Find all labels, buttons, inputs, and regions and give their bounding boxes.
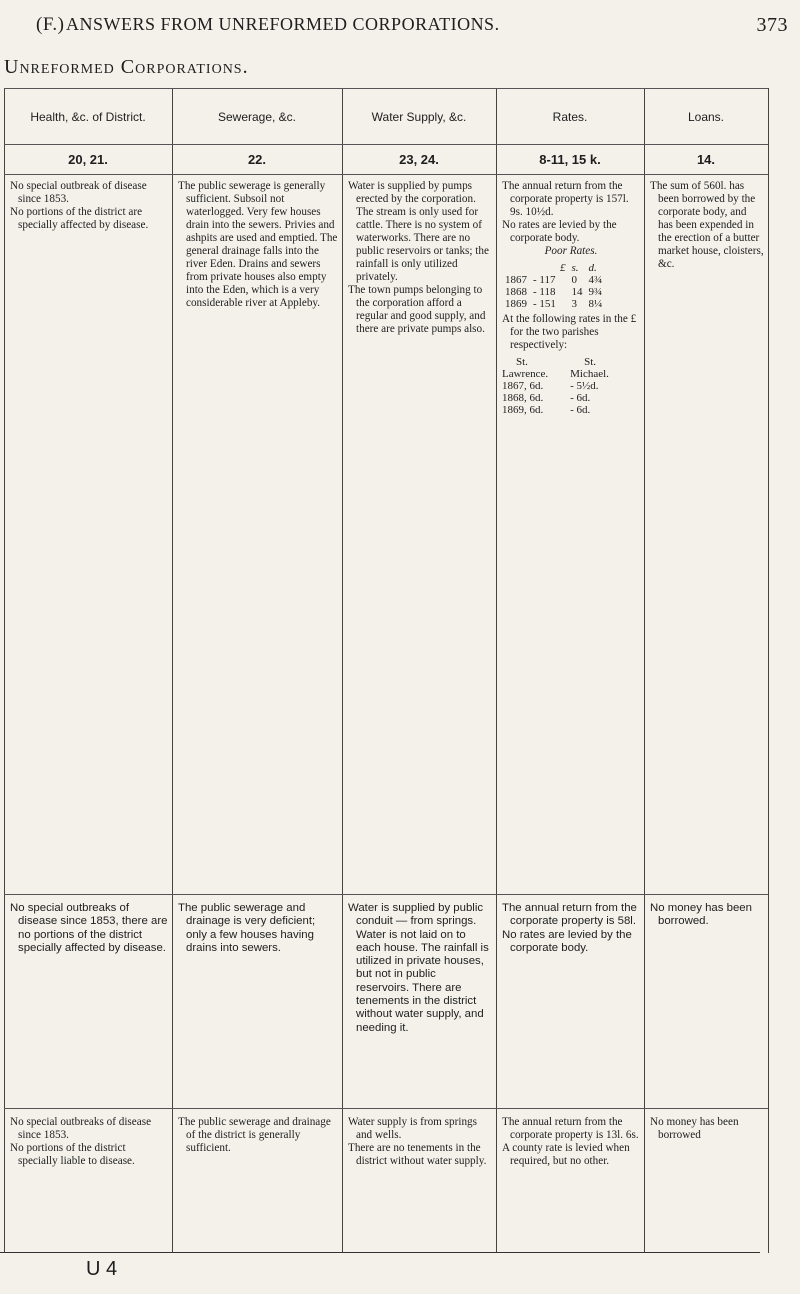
parish-rate: 1868, 6d. <box>502 392 544 404</box>
row2-health-line: No special outbreaks of disease since 1853, there are no portions of the district specially affected by disease. <box>10 902 168 954</box>
parish-rates <box>502 356 640 416</box>
row3-loans <box>650 1116 764 1142</box>
poor-rate-pence: 4¾ <box>588 274 603 286</box>
row3-health-line: No portions of the district specially liable to disease. <box>10 1142 135 1167</box>
row1-sewerage <box>178 180 338 310</box>
parish-head: St. <box>516 356 528 368</box>
row1-rates-no-rates: No rates are levied by the corporate body. <box>502 219 617 244</box>
poor-rate-shillings: 0 <box>571 274 577 286</box>
col-header-health: Health, &c. of District. <box>30 110 146 124</box>
row1-health <box>10 180 168 232</box>
row3-sewerage-text: The public sewerage and drainage of the district is generally sufficient. <box>178 1116 331 1154</box>
col-number-health: 20, 21. <box>68 152 108 167</box>
row1-health-line: No special outbreak of disease since 1853. <box>10 180 147 205</box>
poor-rate-pence: 8¼ <box>588 298 603 310</box>
row1-water-line: Water is supplied by pumps erected by the corporation. The stream is only used for cattle. There is no system of waterworks. There are no public reservoirs or tanks; the rainfall is only utilized privately. <box>348 180 489 283</box>
unit-shillings: s. <box>571 262 579 274</box>
col-header-water: Water Supply, &c. <box>371 110 467 124</box>
parish-head: St. <box>584 356 597 368</box>
row1-rates-intro: The annual return from the corporate property is 157l. 9s. 10½d. <box>502 180 629 218</box>
col-number-water: 23, 24. <box>399 152 439 167</box>
running-head <box>0 14 800 44</box>
poor-rate-pounds: 117 <box>539 274 556 286</box>
row3-health <box>10 1116 168 1168</box>
row1-water <box>348 180 492 336</box>
row2-sewerage <box>178 902 338 955</box>
row1-rates <box>502 180 640 416</box>
row2-water <box>348 902 492 1035</box>
parish-head: Lawrence. <box>502 368 549 380</box>
row2-rates <box>502 902 640 955</box>
col-number-rates: 8-11, 15 k. <box>539 152 601 167</box>
page-number: 373 <box>756 14 788 36</box>
row2-rates-line: No rates are levied by the corporate body. <box>502 928 632 954</box>
parish-rate: - 5½d. <box>570 380 599 392</box>
row3-water <box>348 1116 492 1168</box>
row2-loans-text: No money has been borrowed. <box>650 902 752 928</box>
row1-health-line: No portions of the district are specially affected by disease. <box>10 206 149 231</box>
poor-rate-year: 1869 <box>505 298 527 310</box>
parish-rate: 1869, 6d. <box>502 404 544 416</box>
parish-head: Michael. <box>570 368 609 380</box>
poor-rate-shillings: 3 <box>571 298 577 310</box>
row3-rates-line: A county rate is levied when required, but no other. <box>502 1142 630 1167</box>
poor-rates-units-row <box>502 262 605 274</box>
col-number-loans: 14. <box>696 152 716 167</box>
section-title: Unreformed Corporations. <box>4 56 249 78</box>
row3-loans-text: No money has been borrowed <box>650 1116 739 1141</box>
poor-rate-pounds: 118 <box>539 286 556 298</box>
row3-water-line: Water supply is from springs and wells. <box>348 1116 477 1141</box>
unit-pounds: £ <box>560 262 566 274</box>
col-header-sewerage: Sewerage, &c. <box>217 110 297 124</box>
unit-pence: d. <box>588 262 597 274</box>
parish-rate: - 6d. <box>570 392 591 404</box>
poor-rates-caption: Poor Rates. <box>544 245 598 257</box>
footer-signature: U 4 <box>86 1258 118 1280</box>
row3-rates <box>502 1116 640 1168</box>
returns-table <box>4 88 772 1253</box>
row2-health <box>10 902 168 955</box>
row3-water-line: There are no tenements in the district without water supply. <box>348 1142 487 1167</box>
poor-rate-year: 1868 <box>505 286 527 298</box>
bottom-rule <box>0 1252 760 1253</box>
row3-health-line: No special outbreaks of disease since 1853. <box>10 1116 152 1141</box>
row1-sewerage-text: The public sewerage is generally sufficient. Subsoil not waterlogged. Very few houses drain into the sewers. Privies and ashpits are used and emptied. The general drainage falls into the river Eden. Drains and sewers from private houses also empty into the Eden, which is a very considerable river at Appleby. <box>178 180 338 309</box>
row2-sewerage-text: The public sewerage and drainage is very deficient; only a few houses having drains into sewers. <box>178 902 316 954</box>
parish-intro: At the following rates in the £ for the two parishes respectively: <box>502 313 637 351</box>
row3-sewerage <box>178 1116 338 1155</box>
row1-water-line: The town pumps belonging to the corporation afford a regular and good supply, and there are private pumps also. <box>348 284 486 335</box>
poor-rates-row: 1869 - 151 3 8¼ <box>502 298 605 310</box>
row2-rates-line: The annual return from the corporate property is 58l. <box>502 902 637 928</box>
poor-rate-pounds: 151 <box>539 298 556 310</box>
col-header-rates: Rates. <box>552 110 588 124</box>
poor-rates-row: 1867 - 117 0 4¾ <box>502 274 605 286</box>
poor-rate-shillings: 14 <box>571 286 583 298</box>
parish-st-lawrence <box>502 356 548 416</box>
poor-rates-row: 1868 - 118 14 9¾ <box>502 286 605 298</box>
row2-water-line: Water is supplied by public conduit — from springs. Water is not laid on to each house. The rainfall is utilized in private houses, but not in public reservoirs. There are tenements in the district without water supply, and needing it. <box>348 902 489 1034</box>
running-head-title: ANSWERS FROM UNREFORMED CORPORATIONS. <box>66 14 500 34</box>
row2-loans <box>650 902 764 929</box>
row1-loans <box>650 180 764 271</box>
poor-rates-table <box>502 262 605 310</box>
parish-st-michael <box>570 356 609 416</box>
poor-rate-year: 1867 <box>505 274 527 286</box>
poor-rate-pence: 9¾ <box>588 286 603 298</box>
running-head-left: (F.) <box>36 14 65 35</box>
col-number-sewerage: 22. <box>247 152 267 167</box>
parish-rate: 1867, 6d. <box>502 380 544 392</box>
row3-rates-line: The annual return from the corporate property is 13l. 6s. <box>502 1116 639 1141</box>
parish-rate: - 6d. <box>570 404 591 416</box>
col-header-loans: Loans. <box>687 110 725 124</box>
row1-loans-text: The sum of 560l. has been borrowed by the corporate body, and has been expended in the erection of a butter market house, cloisters, &c. <box>650 180 764 270</box>
